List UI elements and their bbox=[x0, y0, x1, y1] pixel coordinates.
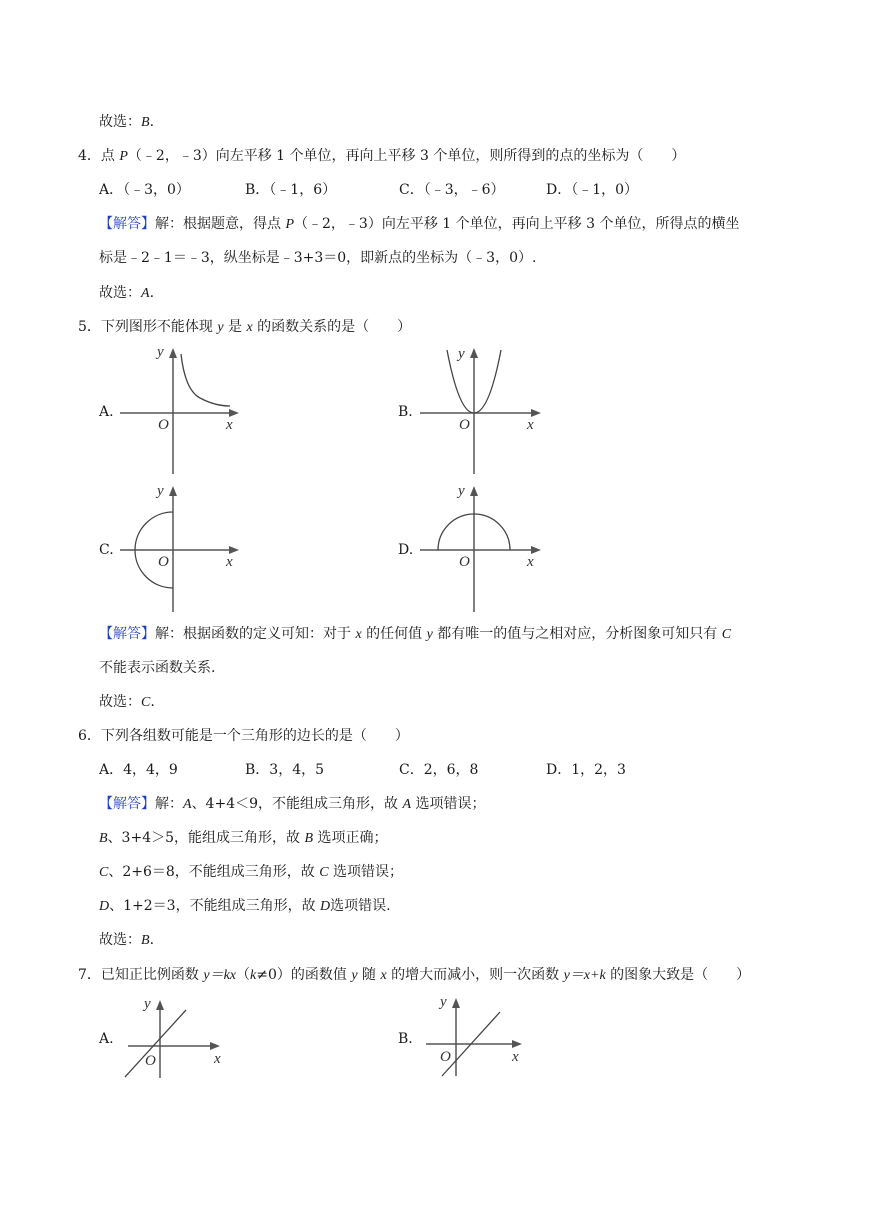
answer-var-2: B bbox=[304, 831, 314, 846]
origin-label: O bbox=[459, 417, 470, 433]
final-suffix: . bbox=[150, 694, 155, 710]
q6-final-answer bbox=[99, 930, 154, 951]
axis-y-label: y bbox=[440, 994, 447, 1010]
q5-stem bbox=[78, 317, 411, 338]
origin-label: O bbox=[158, 554, 169, 570]
origin-label: O bbox=[440, 1049, 451, 1065]
q7-formula-1: y＝kx bbox=[203, 968, 237, 983]
answer-text: 解：根据函数的定义可知：对于 bbox=[155, 626, 356, 642]
axis-y-label: y bbox=[157, 344, 164, 360]
origin-label: O bbox=[158, 417, 169, 433]
q4-stem-var: P bbox=[119, 149, 128, 164]
answer-text-3: 都有唯一的值与之相对应，分析图象可知只有 bbox=[432, 626, 722, 642]
axis-x-label: x bbox=[527, 417, 534, 433]
q4-answer-line2: 标是﹣2﹣1＝﹣3，纵坐标是﹣3+3＝0，即新点的坐标为（﹣3，0）. bbox=[99, 250, 537, 266]
q6-answer-line1 bbox=[99, 794, 485, 815]
q6-answer-line2 bbox=[99, 828, 387, 849]
answer-var-y: y bbox=[426, 627, 433, 642]
q5-stem-text-3: 的函数关系的是（ ） bbox=[252, 319, 412, 335]
axis-x-label: x bbox=[214, 1051, 221, 1067]
q5-label-a: A. bbox=[99, 404, 114, 420]
answer-text-2: 选项错误； bbox=[328, 864, 404, 880]
q7-label-a: A. bbox=[99, 1031, 114, 1047]
q5-answer-line1 bbox=[99, 624, 731, 645]
q7-stem-text-5: 的增大而减小，则一次函数 bbox=[386, 967, 564, 983]
q6-answer-line4 bbox=[99, 896, 391, 917]
origin-label: O bbox=[459, 554, 470, 570]
q5-answer-line2: 不能表示函数关系. bbox=[99, 660, 216, 676]
answer-text-2: 选项正确； bbox=[313, 830, 388, 846]
q4-stem-text-2: （﹣2，﹣3）向左平移 1 个单位，再向上平移 3 个单位，则所得到的点的坐标为（ ） bbox=[127, 148, 686, 164]
answer-var: D bbox=[99, 899, 110, 914]
q4-option-d: D．（﹣1，0） bbox=[546, 182, 639, 198]
final-suffix: . bbox=[149, 114, 155, 130]
answer-text: 、3+4＞5，能组成三角形，故 bbox=[107, 830, 305, 846]
q5-stem-text: 5．下列图形不能体现 bbox=[78, 319, 218, 335]
answer-var-2: A bbox=[402, 797, 412, 812]
q7-var-y: y bbox=[351, 968, 358, 983]
q7-graph-b bbox=[420, 990, 535, 1080]
answer-text-3: 选项错误； bbox=[411, 796, 486, 812]
q5-graph-c bbox=[115, 478, 245, 614]
q6-option-c: C．2，6，8 bbox=[399, 762, 479, 778]
answer-text: 、1+2＝3，不能组成三角形，故 bbox=[109, 898, 321, 914]
answer-text: 解：根据题意，得点 bbox=[155, 216, 286, 232]
q5-stem-text-2: 是 bbox=[223, 319, 247, 335]
q5-graph-a bbox=[115, 340, 245, 476]
answer-var: P bbox=[285, 217, 295, 232]
q4-option-c: C．（﹣3，﹣6） bbox=[399, 182, 505, 198]
axis-y-label: y bbox=[157, 483, 164, 499]
q5-final-answer bbox=[99, 692, 155, 713]
q3-final-answer bbox=[99, 112, 154, 133]
axis-y-label: y bbox=[458, 346, 465, 362]
final-prefix: 故选： bbox=[99, 114, 141, 130]
final-prefix: 故选： bbox=[99, 694, 141, 710]
q6-answer-line3 bbox=[99, 862, 403, 883]
q4-final-answer bbox=[99, 283, 154, 304]
axis-x-label: x bbox=[226, 417, 233, 433]
q5-label-b: B. bbox=[398, 404, 413, 420]
origin-label: O bbox=[145, 1053, 156, 1069]
q5-stem-x: x bbox=[246, 320, 253, 335]
axis-x-label: x bbox=[226, 554, 233, 570]
q7-var-x: x bbox=[380, 968, 387, 983]
final-prefix: 故选： bbox=[99, 932, 141, 948]
q7-stem-text: 7．已知正比例函数 bbox=[78, 967, 204, 983]
final-answer-letter: B bbox=[141, 933, 150, 948]
q5-label-d: D. bbox=[398, 542, 414, 558]
q7-graph-a bbox=[120, 992, 235, 1082]
answer-var-2: C bbox=[319, 865, 329, 880]
q6-option-b: B．3，4，5 bbox=[245, 762, 325, 778]
final-prefix: 故选： bbox=[99, 285, 141, 301]
final-answer-letter: B bbox=[141, 115, 150, 130]
answer-text: 解： bbox=[155, 796, 183, 812]
q5-graph-b bbox=[415, 340, 550, 476]
axis-y-label: y bbox=[144, 996, 151, 1012]
answer-var: C bbox=[99, 865, 109, 880]
axis-y-label: y bbox=[458, 483, 465, 499]
axis-x-label: x bbox=[527, 554, 534, 570]
answer-var: B bbox=[99, 831, 108, 846]
final-answer-letter: A bbox=[141, 286, 150, 301]
answer-var: A bbox=[183, 797, 192, 812]
q7-stem-text-4: 随 bbox=[357, 967, 381, 983]
answer-var-2: D bbox=[320, 899, 331, 914]
answer-tag: 【解答】 bbox=[99, 626, 155, 642]
answer-var-x: x bbox=[355, 627, 362, 642]
answer-tag: 【解答】 bbox=[99, 796, 155, 812]
q5-graph-d bbox=[415, 478, 550, 614]
q6-option-a: A．4，4，9 bbox=[99, 762, 178, 778]
answer-text: 、2+6＝8，不能组成三角形，故 bbox=[108, 864, 320, 880]
answer-var-c: C bbox=[721, 627, 732, 642]
final-suffix: . bbox=[149, 285, 155, 301]
q7-stem-text-6: 的图象大致是（ ） bbox=[605, 967, 751, 983]
answer-text-2: 选项错误. bbox=[330, 898, 391, 914]
q7-var-k: k bbox=[250, 968, 257, 983]
q5-stem-y: y bbox=[217, 320, 224, 335]
q5-label-c: C. bbox=[99, 542, 114, 558]
answer-tag: 【解答】 bbox=[99, 216, 155, 232]
q4-answer-line1 bbox=[99, 214, 739, 235]
q6-stem: 6．下列各组数可能是一个三角形的边长的是（ ） bbox=[78, 728, 409, 744]
answer-text-2: 的任何值 bbox=[361, 626, 427, 642]
q4-option-a: A．（﹣3，0） bbox=[99, 182, 190, 198]
axis-x-label: x bbox=[512, 1049, 519, 1065]
q6-option-d: D．1，2，3 bbox=[546, 762, 626, 778]
final-answer-letter: C bbox=[141, 695, 151, 710]
q4-stem-text: 4．点 bbox=[78, 148, 120, 164]
q7-stem-text-2: （ bbox=[236, 967, 251, 983]
q4-stem bbox=[78, 146, 685, 167]
q4-option-b: B．（﹣1，6） bbox=[245, 182, 337, 198]
q7-stem bbox=[78, 965, 750, 986]
answer-text-2: （﹣2，﹣3）向左平移 1 个单位，再向上平移 3 个单位，所得点的横坐 bbox=[294, 216, 740, 232]
answer-text-2: 、4+4＜9，不能组成三角形，故 bbox=[191, 796, 403, 812]
q7-formula-2: y＝x+k bbox=[563, 968, 606, 983]
final-suffix: . bbox=[149, 932, 155, 948]
q7-stem-text-3: ≠0）的函数值 bbox=[256, 967, 352, 983]
q7-label-b: B. bbox=[398, 1031, 413, 1047]
